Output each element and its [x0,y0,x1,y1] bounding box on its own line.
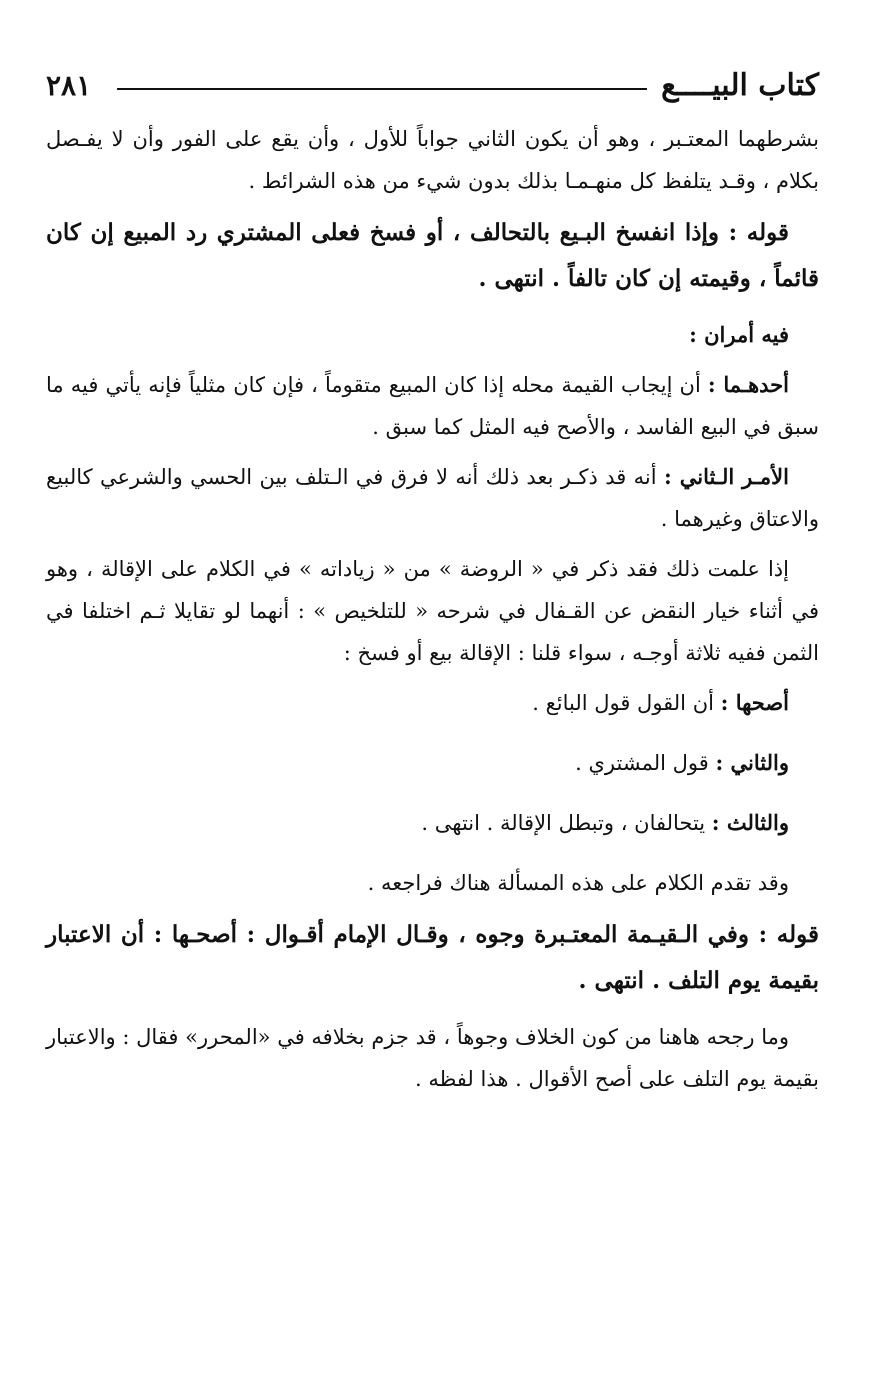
item3-lead: والثالث : [711,810,789,835]
item2-lead: والثاني : [715,750,789,775]
item3-text: يتحالفان ، وتبطل الإقالة . انتهى . [421,811,712,835]
paragraph-refer-back: وقد تقدم الكلام على هذه المسألة هناك فراجعه . [367,871,789,895]
paragraph-rawda: إذا علمت ذلك فقد ذكر في « الروضة » من « زياداته » في الكلام على الإقالة ، وهو في أثناء خيار النقض عن القـفال في شرحه « للتلخيص » : أنهما لو تقايلا ثـم اختلفا في الثمن ففيه ثلاثة أوجـه ، سواء قلنا : الإقالة بيع أو فسخ : [46,557,819,665]
item1-lead: أصحها : [720,690,789,715]
item1-text: أن القول قول البائع . [532,691,721,715]
list-item-2 [46,742,819,784]
list-item-1 [46,682,819,724]
paragraph-fihi-amran [46,314,819,356]
paragraph-1: بشرطهما المعتـبر ، وهو أن يكون الثاني جواباً للأول ، وأن يقع على الفور وأن لا يفـصل بكلام ، وقـد يتلفظ كل منهـمـا بذلك بدون شيء من هذه الشرائط . [46,127,819,193]
first-matter-lead: أحدهـما : [707,372,789,397]
list-item-3 [46,802,819,844]
body-text [46,118,819,1100]
book-title: كتاب البيــــع [661,67,819,103]
first-matter-text: أن إيجاب القيمة محله إذا كان المبيع متقوماً ، فإن كان مثلياً فإنه يأتي فيه ما سبق في البيع الفاسد ، والأصح فيه المثل كما سبق . [46,373,819,439]
header-rule [117,88,647,90]
running-head [46,62,819,108]
subheading-fihi-amran: فيه أمران : [689,322,789,347]
paragraph-first-matter [46,364,819,448]
item2-text: قول المشتري . [575,751,716,775]
second-matter-lead: الأمـر الـثاني : [663,464,789,489]
paragraph-second-matter [46,456,819,540]
quoted-passage-1: قوله : وإذا انفسخ البـيع بالتحالف ، أو فسخ فعلى المشتري رد المبيع إن كان قائماً ، وقيمته إن كان تالفاً . انتهى . [46,219,819,292]
quoted-passage-2: قوله : وفي الـقيـمة المعتـبرة وجوه ، وقـال الإمام أقـوال : أصحـها : أن الاعتبار بقيمة يوم التلف . انتهى . [46,921,819,994]
page-number: ٢٨١ [46,68,92,102]
paragraph-muharrar: وما رجحه هاهنا من كون الخلاف وجوهاً ، قد جزم بخلافه في «المحرر» فقال : والاعتبار بقيمة يوم التلف على أصح الأقوال . هذا لفظه . [46,1025,819,1091]
second-matter-text: أنه قد ذكـر بعد ذلك أنه لا فرق في الـتلف بين الحسي والشرعي كالبيع والاعتاق وغيرهما . [46,465,819,531]
